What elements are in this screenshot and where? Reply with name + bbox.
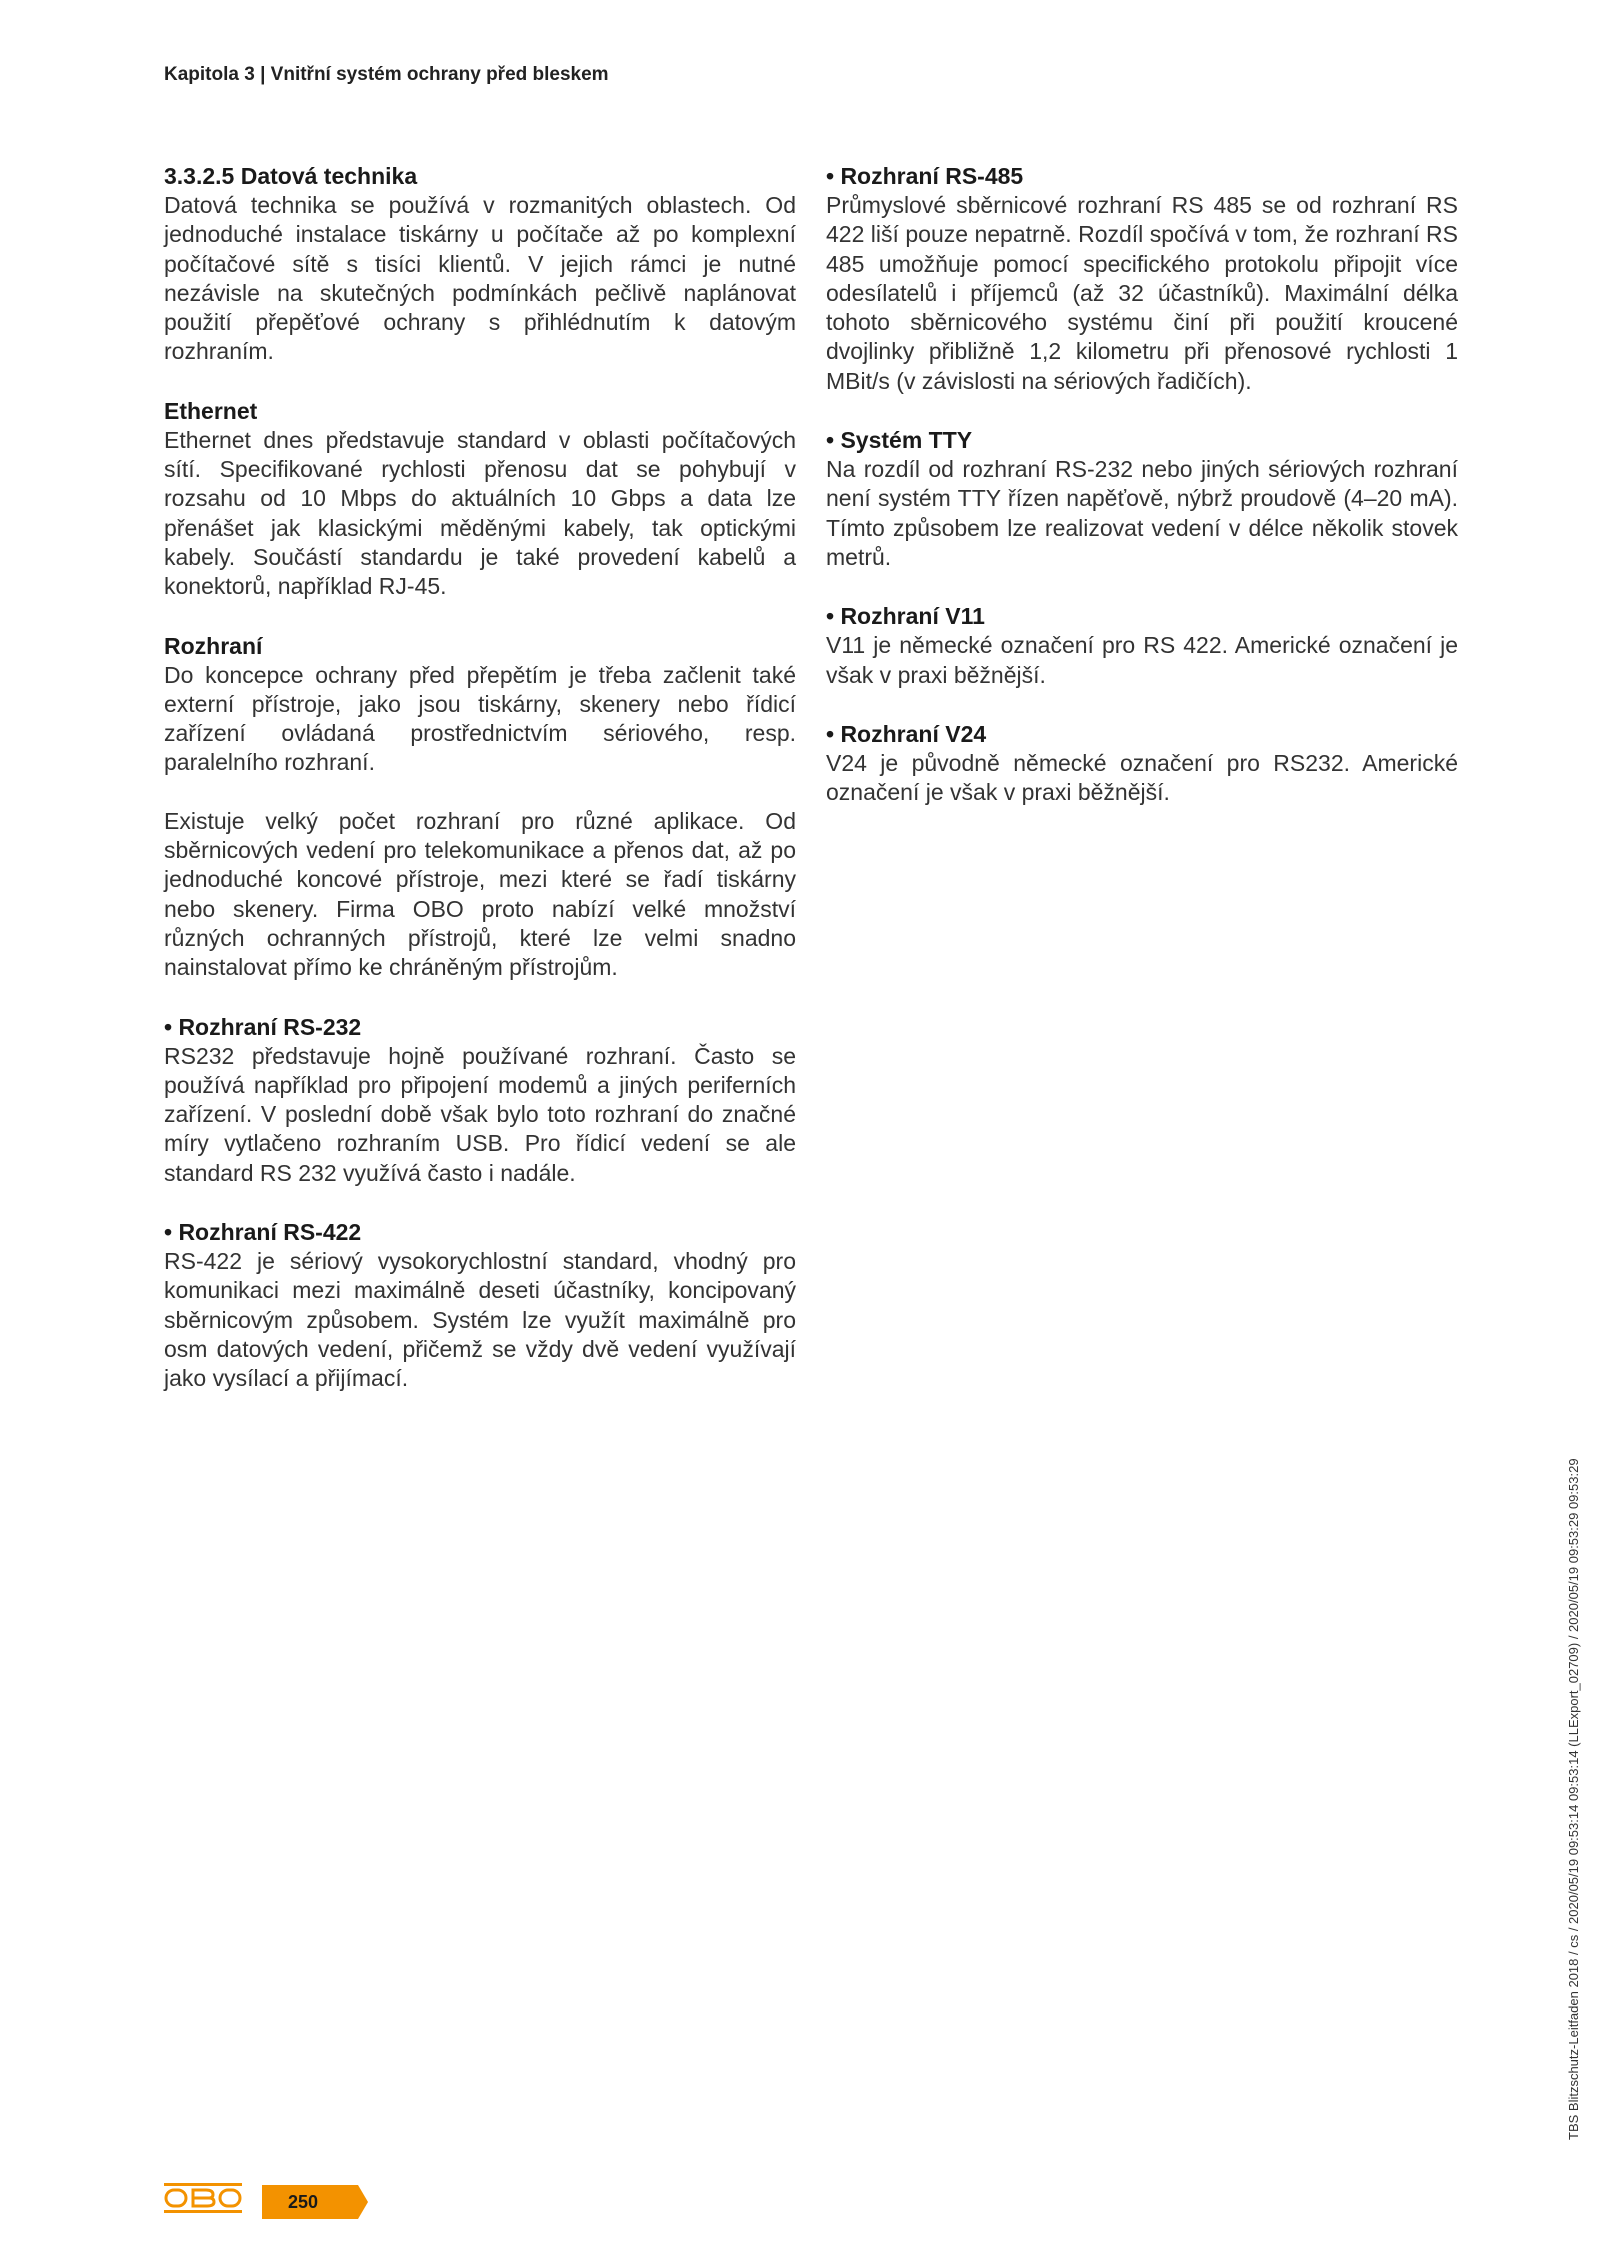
side-print-note: TBS Blitzschutz-Leitfaden 2018 / cs / 2020/05/19 09:53:14 09:53:14 (LLExport_02709) / 2020/05/19 09:53:29 09:53:29	[1566, 1458, 1581, 2140]
section-title: • Rozhraní V11	[826, 603, 985, 630]
section-text: V11 je německé označení pro RS 422. Americké označení je však v praxi běžnější.	[826, 632, 1458, 688]
section-text: Datová technika se používá v rozmanitých oblastech. Od jednoduché instalace tiskárny u počítače až po komplexní počítačové sítě s tisíci klientů. V jejich rámci je nutné nezávisle na skutečných podmínkách pečlivě naplánovat použití přepěťové ochrany s přihlédnutím k datovým rozhraním.	[164, 192, 796, 365]
section-text: Na rozdíl od rozhraní RS-232 nebo jiných sériových rozhraní není systém TTY řízen napěťově, nýbrž proudově (4–20 mA). Tímto způsobem lze realizovat vedení v délce několik stovek metrů.	[826, 456, 1458, 570]
section-title: 3.3.2.5 Datová technika	[164, 163, 418, 189]
section-title: • Systém TTY	[826, 427, 973, 454]
chapter-header: Kapitola 3 | Vnitřní systém ochrany před bleskem	[164, 64, 609, 85]
section-text: Existuje velký počet rozhraní pro různé aplikace. Od sběrnicových vedení pro telekomunikace a přenos dat, až po jednoduché koncové přístroje, mezi které se řadí tiskárny nebo skenery. Firma OBO proto nabízí velké množství různých ochranných přístrojů, které lze velmi snadno nainstalovat přímo ke chráněným přístrojům.	[164, 807, 796, 981]
section-rs485	[826, 162, 1458, 396]
right-column	[826, 162, 1458, 837]
left-column	[164, 162, 796, 1424]
section-text: V24 je původně německé označení pro RS232. Americké označení je však v praxi běžnější.	[826, 749, 1458, 806]
section-v11	[826, 602, 1458, 690]
section-title: Ethernet	[164, 397, 258, 424]
section-rs422	[164, 1218, 796, 1393]
section-text: Do koncepce ochrany před přepětím je třeba začlenit také externí přístroje, jako jsou tiskárny, skenery nebo řídicí zařízení ovládaná prostřednictvím sériového, resp. paralelního rozhraní.	[164, 661, 796, 776]
section-v24	[826, 720, 1458, 808]
section-ethernet	[164, 397, 796, 602]
section-text: Průmyslové sběrnicové rozhraní RS 485 se od rozhraní RS 422 liší pouze nepatrně. Rozdíl spočívá v tom, že rozhraní RS 485 umožňuje pomocí specifického protokolu připojit více odesílatelů i příjemců (až 32 účastníků). Maximální délka tohoto sběrnicového systému činí při použití kroucené dvojlinky přibližně 1,2 kilometru při přenosové rychlosti 1 MBit/s (v závislosti na sériových řadičích).	[826, 192, 1458, 394]
section-text: RS-422 je sériový vysokorychlostní standard, vhodný pro komunikaci mezi maximálně deseti účastníky, koncipovaný sběrnicovým způsobem. Systém lze využít maximálně pro osm datových vedení, přičemž se vždy dvě vedení využívají jako vysílací a přijímací.	[164, 1248, 796, 1392]
section-title: Rozhraní	[164, 632, 263, 659]
section-text: RS232 představuje hojně používané rozhraní. Často se používá například pro připojení modemů a jiných periferních zařízení. V poslední době však bylo toto rozhraní do značné míry vytlačeno rozhraním USB. Pro řídicí vedení se ale standard RS 232 využívá často i nadále.	[164, 1042, 796, 1186]
section-tty	[826, 426, 1458, 572]
page-number: 250	[288, 2192, 319, 2212]
section-title: • Rozhraní V24	[826, 720, 987, 747]
section-rs232	[164, 1013, 796, 1188]
section-rozhrani	[164, 632, 796, 983]
section-title: • Rozhraní RS-485	[826, 163, 1024, 189]
page-number-badge	[262, 2185, 368, 2219]
section-title: • Rozhraní RS-232	[164, 1013, 362, 1040]
obo-logo	[164, 2183, 242, 2213]
section-text: Ethernet dnes představuje standard v oblasti počítačových sítí. Specifikované rychlosti přenosu dat se pohybují v rozsahu od 10 Mbps do aktuálních 10 Gbps a data lze přenášet jak klasickými měděnými kabely, tak optickými kabely. Součástí standardu je také provedení kabelů a konektorů, například RJ-45.	[164, 426, 796, 600]
section-datova-technika	[164, 162, 796, 367]
section-title: • Rozhraní RS-422	[164, 1219, 362, 1246]
